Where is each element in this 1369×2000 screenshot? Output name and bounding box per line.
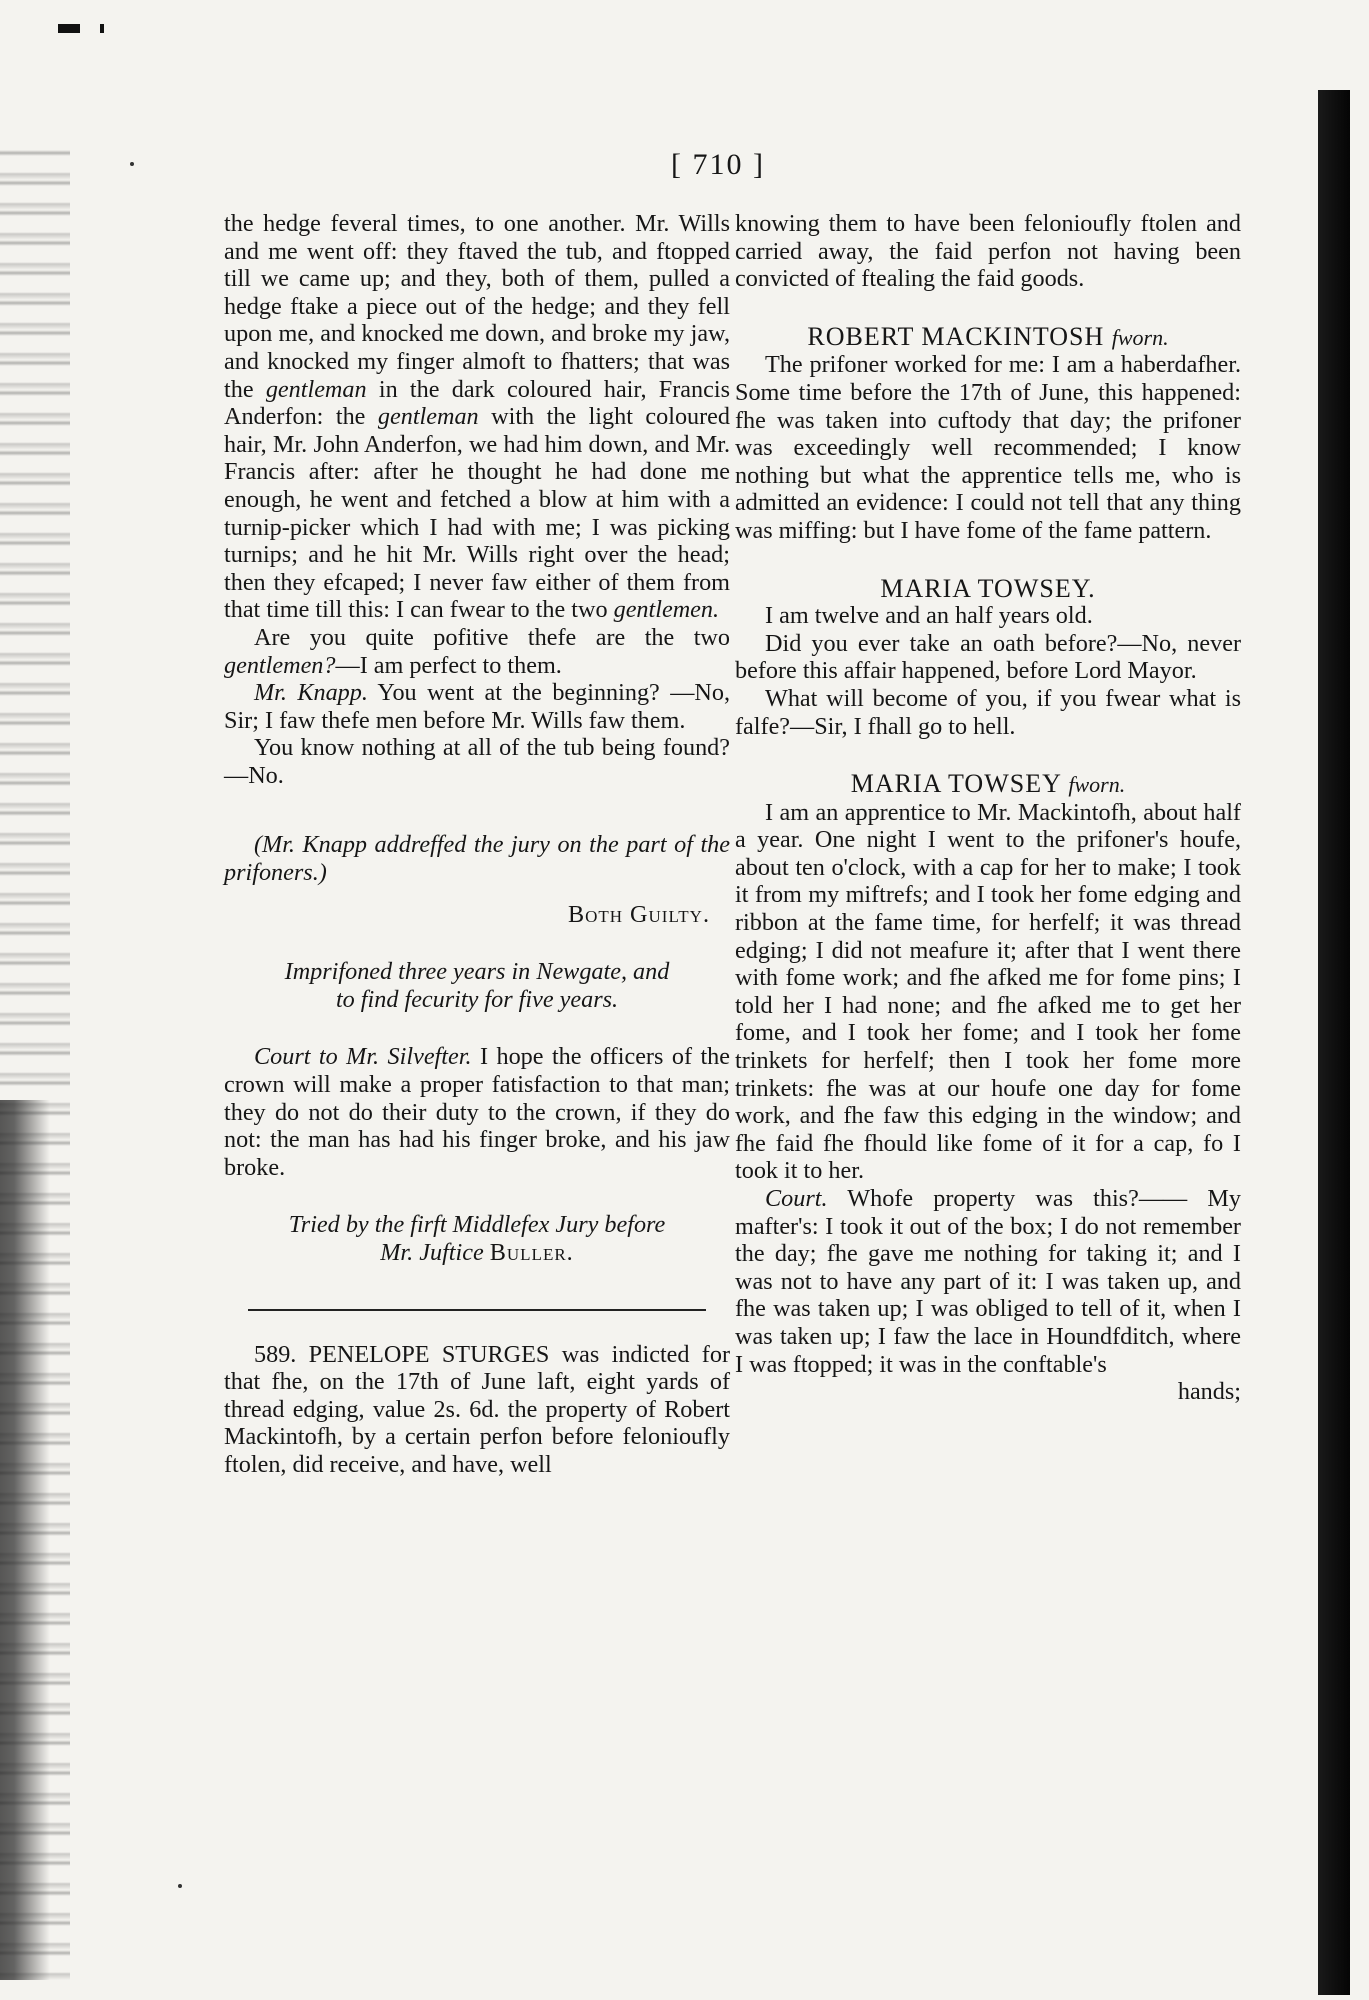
page-edge-shadow xyxy=(1318,90,1350,1995)
sentence-line: Imprifoned three years in Newgate, and xyxy=(284,958,670,986)
address-note: (Mr. Knapp addreffed the jury on the part of the prifoners.) xyxy=(224,831,730,887)
binding-edge-dark xyxy=(0,1100,50,1980)
court-remark: Court to Mr. Silvefter. I hope the officers of the crown will make a proper fatisfaction to that man; they do not do their duty to the crown, if they do not: the man has had his finger broke, and his jaw broke. xyxy=(224,1043,731,1181)
court-question: Court. Whofe property was this?—— My mafter's: I took it out of the box; I do not remember the day; fhe gave me nothing for taking it; and I was not to have any part of it: I was taken up, and fhe was taken up; I was obliged to tell of it, when I was taken up; I faw the lace in Houndfditch, where I was ftopped; it was in the conftable's xyxy=(735,1185,1241,1378)
witness-heading: MARIA TOWSEY. xyxy=(880,573,1096,603)
right-column xyxy=(735,210,1241,1406)
catchword: hands; xyxy=(1177,1378,1241,1406)
witness-heading: MARIA TOWSEY fworn. xyxy=(850,769,1126,799)
left-column xyxy=(224,210,730,1479)
verdict: Both Guilty. xyxy=(567,900,710,928)
witness-testimony: What will become of you, if you fwear what is falfe?—Sir, I fhall go to hell. xyxy=(735,684,1241,740)
witness-testimony: Did you ever take an oath before?—No, never before this affair happened, before Lord Mayor. xyxy=(735,629,1241,685)
indictment-continuation: knowing them to have been felonioufly ftolen and carried away, the faid perfon not having been convicted of ftealing the faid goods. xyxy=(735,210,1241,293)
case-number: 589. xyxy=(254,1340,297,1368)
testimony-paragraph: the hedge feveral times, to one another. Mr. Wills and me went off: they ftaved the tub, and ftopped till we came up; and they, both of them, pulled a hedge ftake a piece out of the hedge; and they fell upon me, and knocked me down, and broke my jaw, and knocked my finger almoft to fhatters; that was the gentleman in the dark coloured hair, Francis Anderfon: the gentleman with the light coloured hair, Mr. John Anderfon, we had him down, and Mr. Francis after: after he thought he had done me enough, he went and fetched a blow at him with a turnip-picker which I had with me; I was picking turnips; and he hit Mr. Wills right over the head; then they efcaped; I never faw either of them from that time till this: I can fwear to the two gentlemen. xyxy=(224,210,731,624)
tried-line: Mr. Juftice Buller. xyxy=(380,1239,574,1266)
witness-testimony: I am an apprentice to Mr. Mackintofh, about half a year. One night I went to the prifoner's houfe, about ten o'clock, with a cap for her to make; I took it from my miftrefs; and I took her fome edging and ribbon at the fame time, for herfelf; it was thread edging; I did not meafure it; after that I went there with fome work; and fhe afked me for fome pins; I told her I had none; and fhe afked me to get her fome, and I took her fome; and I took her fome trinkets for herfelf; then I took her fome more trinkets: fhe was at our houfe one day for fome work, and fhe faw this edging in the window; and fhe faid fhe fhould like fome of it for a cap, fo I took it to her. xyxy=(735,798,1241,1185)
witness-testimony: The prifoner worked for me: I am a haberdafher. Some time before the 17th of June, this happened: fhe was taken into cuftody that day; the prifoner was exceedingly well recommended; I know nothing but what the apprentice tells me, who is admitted an evidence: I could not tell that any thing was miffing: but I have fome of the fame pattern. xyxy=(735,351,1241,544)
question-paragraph: You know nothing at all of the tub being found?—No. xyxy=(224,734,730,789)
page-number: [ 710 ] xyxy=(671,148,765,181)
scan-mark xyxy=(58,24,80,33)
knapp-question: Mr. Knapp. You went at the beginning? —No, Sir; I faw thefe men before Mr. Wills faw them. xyxy=(224,679,730,734)
case-indictment: 589. PENELOPE STURGES was indicted for that fhe, on the 17th of June laft, eight yards of thread edging, value 2s. 6d. the property of Robert Mackintofh, by a certain perfon before felonioufly ftolen, did receive, and have, well xyxy=(224,1340,731,1478)
speaker-label: Mr. Knapp. xyxy=(254,679,368,707)
speaker-label: Court to Mr. Silvefter. xyxy=(254,1043,472,1071)
sentence-line: to find fecurity for five years. xyxy=(335,985,619,1013)
speaker-label: Court. xyxy=(765,1185,828,1212)
witness-testimony: I am twelve and an half years old. xyxy=(765,602,1093,630)
witness-heading: ROBERT MACKINTOSH fworn. xyxy=(807,321,1169,351)
stray-dot xyxy=(178,1884,182,1888)
defendant-name: PENELOPE STURGES xyxy=(308,1340,550,1368)
stray-dot xyxy=(130,162,134,166)
question-paragraph: Are you quite pofitive thefe are the two gentlemen?—I am perfect to them. xyxy=(224,623,730,679)
scan-mark-small xyxy=(100,24,104,33)
tried-line: Tried by the firft Middlefex Jury before xyxy=(288,1211,666,1239)
